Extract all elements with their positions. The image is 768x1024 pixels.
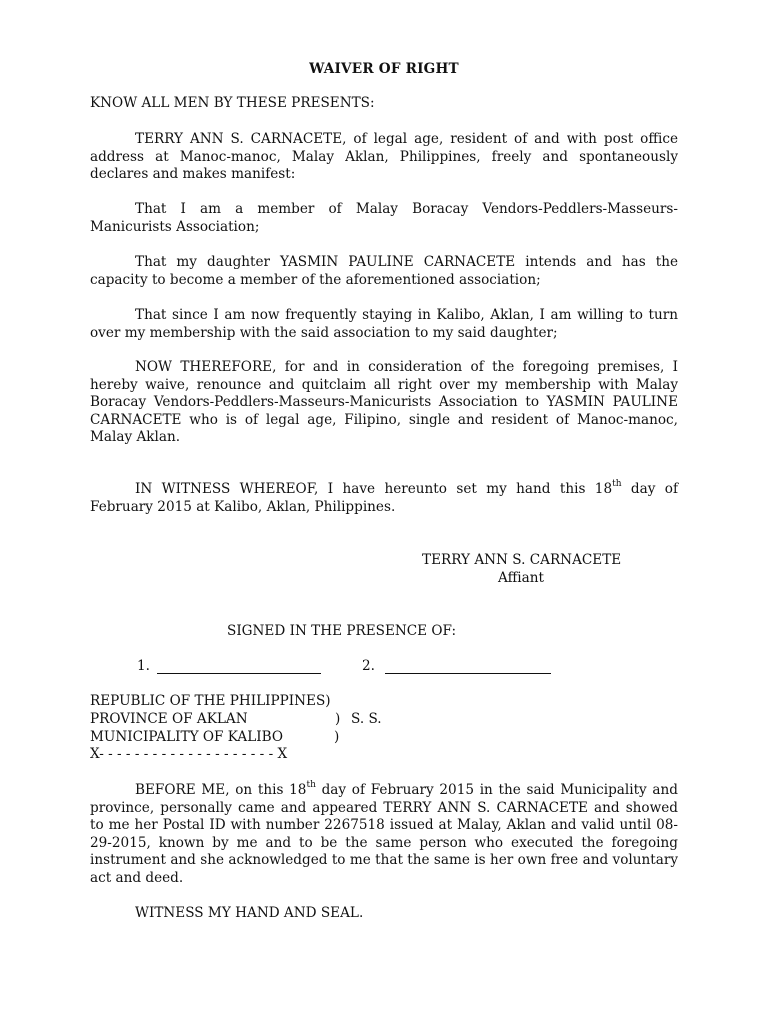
paragraph-declarant: TERRY ANN S. CARNACETE, of legal age, resident of and with post office address at Manoc-manoc, Malay Aklan, Philippines, freely and spontaneously declares and makes manifest: <box>90 131 678 183</box>
venue-ss: S. S. <box>351 711 382 727</box>
paragraph-in-witness-whereof <box>90 481 678 516</box>
document-title: WAIVER OF RIGHT <box>309 61 459 77</box>
venue-municipality-paren: ) <box>334 729 340 745</box>
witness-1-label: 1. <box>137 658 150 674</box>
venue-republic: REPUBLIC OF THE PHILIPPINES) <box>90 693 331 709</box>
signed-in-presence-heading: SIGNED IN THE PRESENCE OF: <box>227 623 457 639</box>
venue-province: PROVINCE OF AKLAN <box>90 711 248 727</box>
paragraph-now-therefore: NOW THEREFORE, for and in consideration of the foregoing premises, I hereby waive, renounce and quitclaim all right over my membership with Malay Boracay Vendors-Peddlers-Masseurs-Manicurists Association to YASMIN PAULINE CARNACETE who is of legal age, Filipino, single and resident of Manoc-manoc, Malay Aklan. <box>90 359 678 446</box>
venue-province-row <box>90 711 248 729</box>
paragraph-before-me <box>90 782 678 888</box>
witness-whereof-text-end: day of February 2015 at Kalibo, Aklan, Philippines. <box>90 481 679 515</box>
paragraph-staying: That since I am now frequently staying in Kalibo, Aklan, I am willing to turn over my membership with the said association to my said daughter; <box>90 307 678 341</box>
venue-separator: X- - - - - - - - - - - - - - - - - - - - X <box>90 746 288 762</box>
witness-2-label: 2. <box>362 658 375 674</box>
witness-hand-and-seal: WITNESS MY HAND AND SEAL. <box>135 905 364 921</box>
witness-whereof-ordinal: th <box>612 479 622 490</box>
witness-whereof-text-start: IN WITNESS WHEREOF, I have hereunto set my hand this 18 <box>135 481 613 497</box>
paragraph-daughter: That my daughter YASMIN PAULINE CARNACETE intends and has the capacity to become a member of the aforementioned association; <box>90 254 678 288</box>
before-me-text-end: day of February 2015 in the said Municipality and province, personally came and appeared TERRY ANN S. CARNACETE and showed to me her Postal ID with number 2267518 issued at Malay, Aklan and valid until 08-29-2015, known by me and to be the same person who executed the foregoing instrument and she acknowledged to me that the same is her own free and voluntary act and deed. <box>90 782 678 886</box>
affiant-name: TERRY ANN S. CARNACETE <box>422 552 622 568</box>
venue-municipality: MUNICIPALITY OF KALIBO <box>90 729 283 745</box>
paragraph-membership: That I am a member of Malay Boracay Vendors-Peddlers-Masseurs-Manicurists Association; <box>90 201 678 235</box>
venue-province-paren: ) <box>335 711 341 727</box>
witness-1-signature-line <box>157 660 321 674</box>
before-me-ordinal: th <box>306 780 316 791</box>
opening-line: KNOW ALL MEN BY THESE PRESENTS: <box>90 95 375 111</box>
witness-2-signature-line <box>385 660 551 674</box>
affiant-label: Affiant <box>498 570 544 586</box>
before-me-text-start: BEFORE ME, on this 18 <box>135 782 307 798</box>
